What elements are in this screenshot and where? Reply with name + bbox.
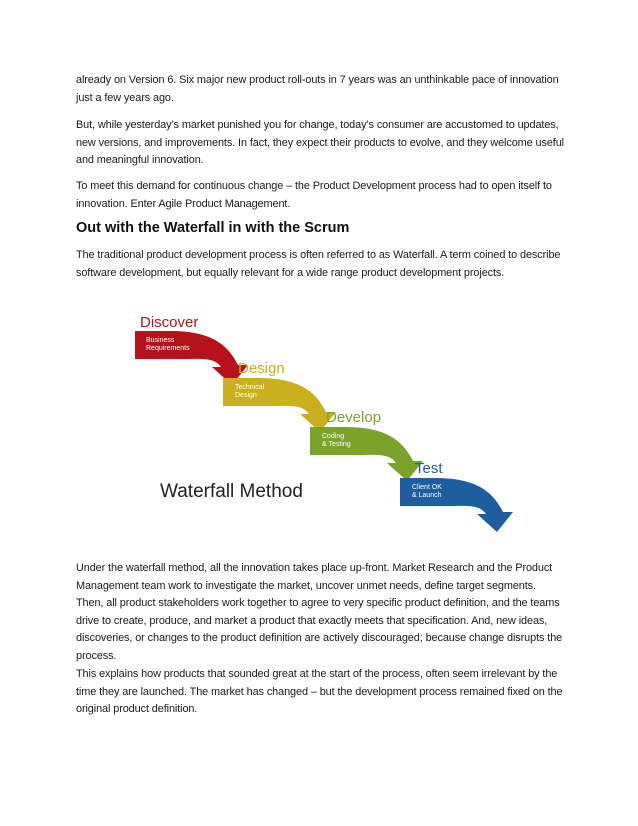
diagram-title: Waterfall Method xyxy=(160,481,303,502)
stage-test-title: Test xyxy=(415,460,443,477)
stage-develop-label-2: & Testing xyxy=(322,441,351,448)
stage-test xyxy=(400,460,513,532)
stage-develop-title: Develop xyxy=(326,409,382,426)
section-heading: Out with the Waterfall in with the Scrum xyxy=(76,220,350,236)
paragraph-5: Under the waterfall method, all the innovation takes place up-front. Market Research and the Product Management team work to investigate the market, uncover unmet needs, define target segments. Then, all product stakeholders work together to agree to very specific product definition, and the teams drive to create, produce, and market a product that exactly meets that specification. And, new ideas, discoveries, or changes to the product definition are actively discouraged; because change disrupts the process. xyxy=(76,562,563,662)
stage-design-label-2: Design xyxy=(235,392,257,399)
stage-design xyxy=(223,360,336,432)
stage-test-label-2: & Launch xyxy=(412,492,442,499)
waterfall-diagram xyxy=(120,305,520,535)
stage-discover xyxy=(135,314,248,385)
paragraph-1: already on Version 6. Six major new product roll-outs in 7 years was an unthinkable pace of innovation just a few years ago. xyxy=(76,74,559,104)
paragraph-4: The traditional product development process is often referred to as Waterfall. A term coined to describe software development, but equally relevant for a wide range product development projects. xyxy=(76,249,561,279)
stage-test-label-1: Client OK xyxy=(412,484,442,491)
stage-design-label-1: Technical xyxy=(235,384,265,391)
stage-discover-label-1: Business xyxy=(146,337,175,344)
paragraph-2: But, while yesterday’s market punished you for change, today’s consumer are accustomed to updates, new versions, and improvements. In fact, they expect their products to evolve, and they welcome useful and meaningful innovation. xyxy=(76,119,564,167)
paragraph-6: This explains how products that sounded great at the start of the process, often seem irrelevant by the time they are launched. The market has changed – but the development process remained fixed on the original product definition. xyxy=(76,668,563,716)
stage-discover-label-2: Requirements xyxy=(146,345,190,352)
stage-develop-label-1: Coding xyxy=(322,433,345,440)
stage-discover-title: Discover xyxy=(140,314,199,331)
stage-develop xyxy=(310,409,423,481)
stage-design-title: Design xyxy=(238,360,285,377)
paragraph-3: To meet this demand for continuous change – the Product Development process had to open itself to innovation. Enter Agile Product Management. xyxy=(76,180,552,210)
